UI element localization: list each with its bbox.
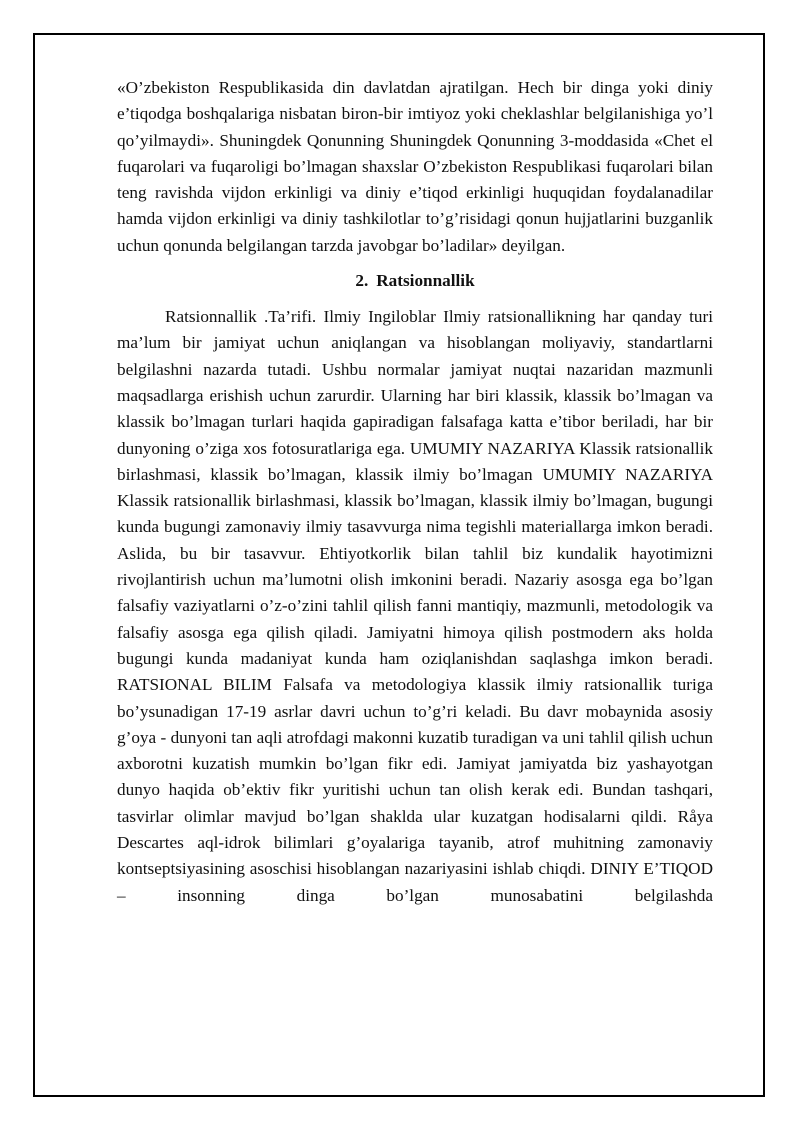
- paragraph-intro: «O’zbekiston Respublikasida din davlatdan ajratilgan. Hech bir dinga yoki diniy e’tiqodga boshqalariga nisbatan biron-bir imtiyoz yoki cheklashlar belgilanishiga yo’l qo’yilmaydi». Shuningdek Qonunning Shuningdek Qonunning 3-moddasida «Chet el fuqarolari va fuqaroligi bo’lmagan shaxslar O’zbekiston Respublikasi fuqarolari bilan teng ravishda vijdon erkinligi va diniy e’tiqod erkinligi huquqidan foydalanadilar hamda vijdon erkinligi va diniy tashkilotlar to’g’risidagi qonun hujjatlarini buzganlik uchun qonunda belgilangan tarzda javobgar bo’ladilar» deyilgan.: [117, 78, 713, 255]
- section-title: Ratsionnallik: [376, 271, 475, 291]
- section-number: 2.: [355, 271, 369, 291]
- paragraph-ratsionnallik: Ratsionnallik .Ta’rifi. Ilmiy Ingiloblar Ilmiy ratsionallikning har qanday turi ma’lum bir jamiyat uchun aniqlangan va hisoblangan moliyaviy, standartlarni belgilashni nazarda tutadi. Ushbu normalar jamiyat nuqtai nazaridan mazmunli maqsadlarga erishish uchun zarurdir. Ularning har biri klassik, klassik bo’lmagan va klassik bo’lmagan turlari haqida gapiradigan falsafaga katta e’tibor beriladi, har bir dunyoning o’ziga xos fotosuratlariga ega. UMUMIY NAZARIYA Klassik ratsionallik birlashmasi, klassik bo’lmagan, klassik ilmiy bo’lmagan UMUMIY NAZARIYA Klassik ratsionallik birlashmasi, klassik bo’lmagan, klassik ilmiy bo’lmagan, bugungi kunda bugungi zamonaviy ilmiy tasavvurga nima tegishli materiallarga imkon beradi. Aslida, bu bir tasavvur. Ehtiyotkorlik bilan tahlil biz kundalik hayotimizni rivojlantirish uchun ma’lumotni olish imkonini beradi. Nazariy asosga ega bo’lgan falsafiy vaziyatlarni o’z-o’zini tahlil qilish fanni mantiqiy, mazmunli, metodologik va falsafiy asosga ega qilish qiladi. Jamiyatni himoya qilish postmodern aks holda bugungi kunda madaniyat kunda ham oziqlanishdan saqlashga imkon beradi. RATSIONAL BILIM Falsafa va metodologiya klassik ilmiy ratsionallik turiga bo’ysunadigan 17-19 asrlar davri uchun to’g’ri keladi. Bu davr mobaynida asosiy g’oya - dunyoni tan aqli atrofdagi makonni kuzatib turadigan va uni tahlil qilish uchun axborotni kuzatish mumkin bo’lgan fikr edi. Jamiyat jamiyatda biz yashayotgan dunyo haqida ob’ektiv fikr yuritishi uchun tan olish kerak edi. Bundan tashqari, tasvirlar olimlar mavjud bo’lgan shaklda ular kuzatgan hodisalarni qildi. Råya Descartes aql-idrok bilimlari g’oyalariga tayanib, atrof muhitning zamonaviy kontseptsiyasining asoschisi hisoblangan nazariyasini ishlab chiqdi. DINIY E’TIQOD – insonning dinga bo’lgan munosabatini belgilashda: [117, 307, 713, 905]
- section-heading: [117, 269, 713, 293]
- document-body: [117, 75, 713, 909]
